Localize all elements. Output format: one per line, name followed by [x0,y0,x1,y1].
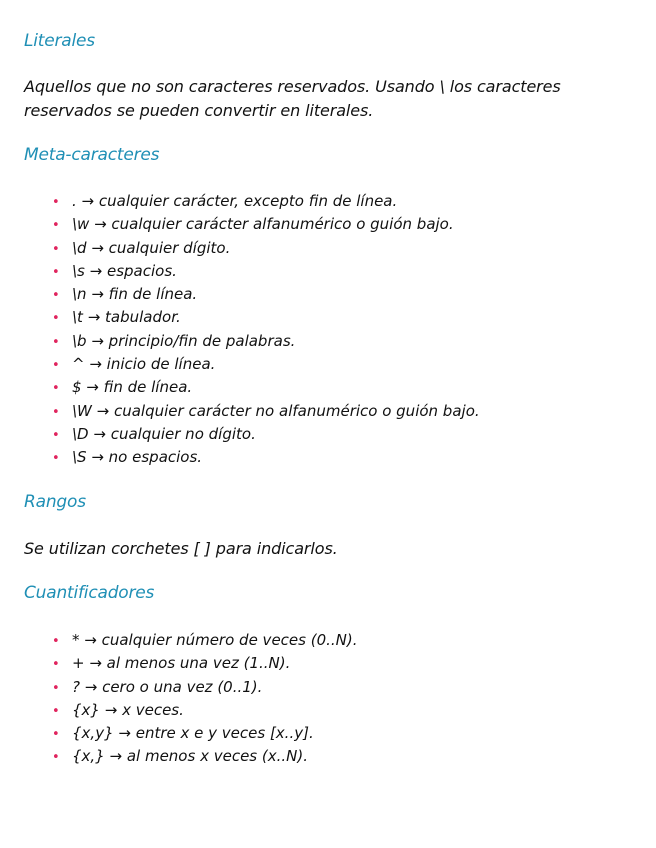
list-item-text: \d → cualquier dígito. [72,238,231,257]
list-item-text: \D → cualquier no dígito. [72,424,256,443]
bullet-icon: • [52,750,60,766]
heading-literales: Literales [24,31,95,51]
list-item-text: . → cualquier carácter, excepto fin de línea. [72,192,398,210]
list-item-text: ? → cero o una vez (0..1). [72,677,263,696]
list-item [52,700,358,723]
list-item [52,377,480,400]
bullet-icon: • [52,657,60,673]
cuantificadores-list [52,630,358,770]
heading-rangos: Rangos [24,492,86,512]
list-item-text: \n → fin de línea. [72,285,198,304]
bullet-icon: • [52,451,60,467]
list-item [52,307,480,330]
bullet-icon: • [52,727,60,743]
bullet-icon: • [52,703,60,719]
bullet-icon: • [52,680,60,696]
literales-line-2: reservados se pueden convertir en literales. [24,101,374,120]
bullet-icon: • [52,218,60,234]
list-item-text: + → al menos una vez (1..N). [72,654,291,673]
list-item [52,238,480,261]
meta-caracteres-list [52,191,480,471]
heading-meta-caracteres: Meta-caracteres [24,145,160,165]
bullet-icon: • [52,195,60,210]
list-item-text: \b → principio/fin de palabras. [72,331,296,350]
list-item-text: {x,y} → entre x e y veces [x..y]. [72,724,314,743]
literales-line-1: Aquellos que no son caracteres reservados. Usando \ los caracteres [24,77,561,96]
list-item-text: $ → fin de línea. [72,378,193,397]
bullet-icon: • [52,311,60,327]
bullet-icon: • [52,404,60,420]
list-item [52,447,480,470]
bullet-icon: • [52,334,60,350]
list-item [52,677,358,700]
list-item [52,261,480,284]
bullet-icon: • [52,634,60,649]
list-item-text: \w → cualquier carácter alfanumérico o guión bajo. [72,215,454,234]
list-item [52,331,480,354]
list-item [52,214,480,237]
bullet-icon: • [52,381,60,397]
list-item [52,354,480,377]
bullet-icon: • [52,358,60,374]
list-item-text: \s → espacios. [72,261,177,280]
list-item [52,723,358,746]
list-item [52,401,480,424]
bullet-icon: • [52,288,60,304]
list-item-text: {x,} → al menos x veces (x..N). [72,747,308,766]
bullet-icon: • [52,427,60,443]
list-item [52,653,358,676]
list-item [52,424,480,447]
list-item [52,191,480,214]
list-item-text: \S → no espacios. [72,448,203,467]
list-item-text: \W → cualquier carácter no alfanumérico o guión bajo. [72,401,480,420]
list-item [52,746,358,769]
rangos-line: Se utilizan corchetes [ ] para indicarlos. [24,539,338,558]
bullet-icon: • [52,264,60,280]
list-item-text: {x} → x veces. [72,700,184,719]
bullet-icon: • [52,241,60,257]
list-item [52,284,480,307]
list-item [52,630,358,653]
list-item-text: * → cualquier número de veces (0..N). [72,631,358,649]
list-item-text: \t → tabulador. [72,308,181,327]
heading-cuantificadores: Cuantificadores [24,583,155,603]
list-item-text: ^ → inicio de línea. [72,355,216,374]
